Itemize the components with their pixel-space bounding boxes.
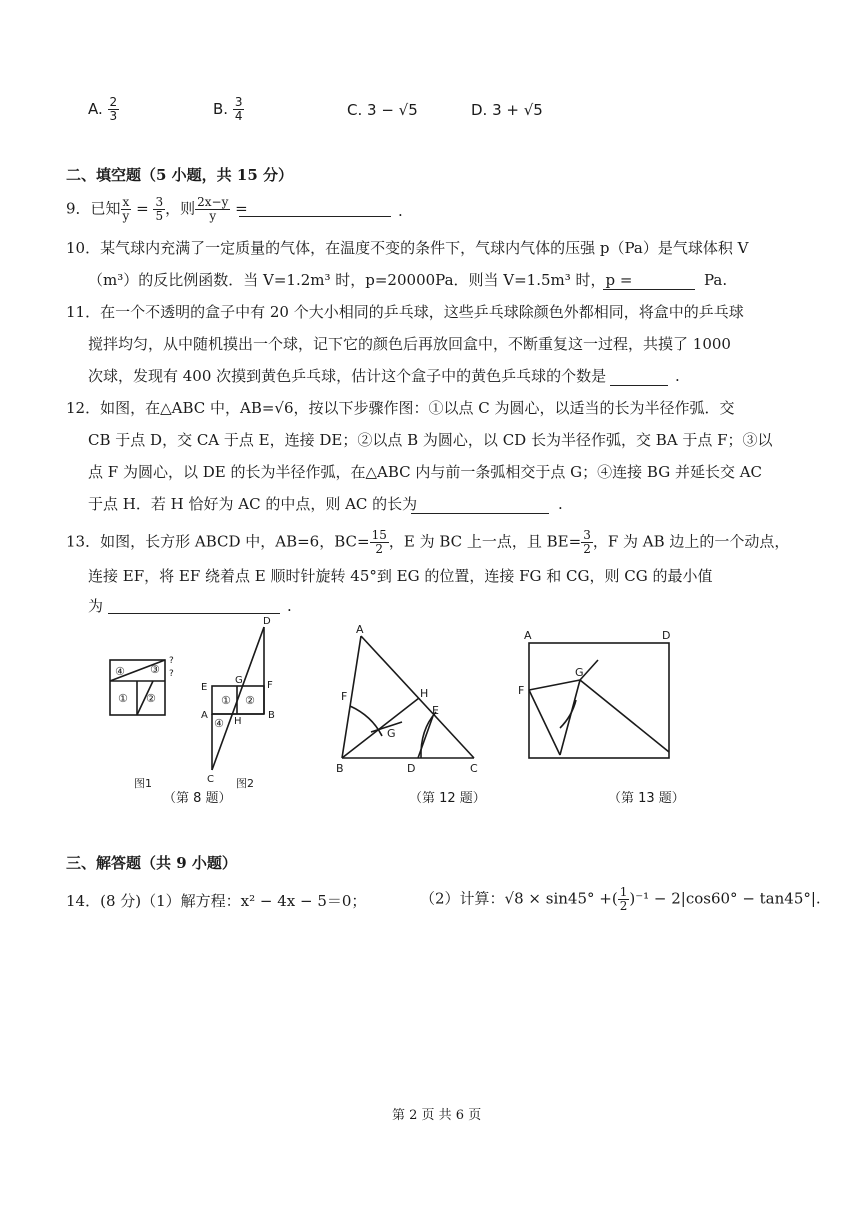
q13-be-num: 3 xyxy=(583,528,591,542)
q12-line2: CB 于点 D，交 CA 于点 E，连接 DE；②以点 B 为圆心，以 CD 长为半径作弧，交 BA 于点 F；③以 xyxy=(88,431,773,449)
fig13-rect xyxy=(529,643,669,758)
fig8-side-den: ? xyxy=(169,669,174,679)
fig13-abcd xyxy=(529,643,669,758)
fig8-label-c1b: ① xyxy=(221,694,231,707)
q11-line1: 11．在一个不透明的盒子中有 20 个大小相同的乒乓球，这些乒乓球除颜色外都相同，将盒中的乒乓球 xyxy=(66,303,744,321)
option-a-den: 3 xyxy=(109,109,118,123)
fig12-side-ca xyxy=(361,636,474,758)
q13-part1: 13．如图，长方形 ABCD 中，AB=6，BC= xyxy=(66,532,370,551)
fig12-pt-e: E xyxy=(432,704,439,717)
fig8-label-c2a: ② xyxy=(146,692,156,705)
q9-frac2-den: 5 xyxy=(155,209,164,223)
q14-part2-post: ⁻¹ − 2|cos60° − tan45°|. xyxy=(635,889,821,908)
fig12-pt-g: G xyxy=(387,727,396,740)
fig12-pt-f: F xyxy=(341,690,348,703)
q13-bc-num: 15 xyxy=(371,528,387,542)
q9-prefix: 9．已知 xyxy=(66,199,121,218)
option-b-num: 3 xyxy=(234,95,243,109)
q13-line2: 连接 EF，将 EF 绕着点 E 顺时针旋转 45°到 EG 的位置，连接 FG 和 CG，则 CG 的最小值 xyxy=(88,567,713,585)
q9-frac3-den: y xyxy=(209,209,217,223)
q13-end: . xyxy=(287,597,292,615)
fig13-pt-d: D xyxy=(662,629,671,642)
fig13-pt-f: F xyxy=(518,684,525,697)
q13-part3: ，F 为 AB 边上的一个动点， xyxy=(592,532,790,551)
fig13-fg xyxy=(529,680,580,690)
fig8-pt-f: F xyxy=(267,680,273,691)
q9-frac2-num: 3 xyxy=(155,195,164,209)
fig13-pt-a: A xyxy=(524,629,532,642)
fig12-pt-d: D xyxy=(407,762,416,775)
fig8-label-c4a: ④ xyxy=(115,665,125,678)
fig12-arc-c xyxy=(421,712,436,758)
q9-then: ，则 xyxy=(165,199,196,218)
q10-line1: 10．某气球内充满了一定质量的气体，在温度不变的条件下，气球内气体的压强 p（Pa）是气球体积 V xyxy=(66,239,749,257)
option-d: D. 3 + √5 xyxy=(471,101,543,119)
q14-half-num: 1 xyxy=(619,885,628,899)
option-a-num: 2 xyxy=(109,95,118,109)
q9-end: . xyxy=(398,202,403,220)
fig8-pt-g: G xyxy=(235,675,243,686)
fig13-eg xyxy=(560,680,580,755)
fig8-pt-e: E xyxy=(201,682,208,693)
fig8-pt-h: H xyxy=(234,716,242,727)
fig13-caption: （第 13 题） xyxy=(608,791,685,806)
q12-end: . xyxy=(558,495,563,513)
q10-unit: Pa. xyxy=(704,271,728,289)
q9-frac3-num: 2x−y xyxy=(197,195,229,209)
fig8-lbl-fig1: 图1 xyxy=(134,777,152,790)
q14-half-frac xyxy=(618,886,630,913)
q12-line1: 12．如图，在△ABC 中，AB=√6，按以下步骤作图：①以点 C 为圆心，以适当的长为半径作弧．交 xyxy=(66,399,735,417)
q14-part1: 14．(8 分)（1）解方程：x² − 4x − 5＝0； xyxy=(66,892,367,910)
fig8-pt-d: D xyxy=(263,616,271,627)
option-c: C. 3 − √5 xyxy=(347,101,418,119)
fig8-pt-c: C xyxy=(207,774,214,785)
fig12-pt-h: H xyxy=(420,687,429,700)
q10-line2: （m³）的反比例函数．当 V=1.2m³ 时，p=20000Pa．则当 V=1.5m³ 时，p = xyxy=(88,271,633,289)
fig8-pt-b: B xyxy=(268,710,275,721)
fig13-pt-g: G xyxy=(575,666,584,679)
fig12-pt-c: C xyxy=(470,762,478,775)
fig12-pt-b: B xyxy=(336,762,344,775)
q13-line3: 为 xyxy=(88,597,104,615)
q13-be-den: 2 xyxy=(583,542,591,556)
fig8-side-num: ? xyxy=(169,656,174,666)
fig12-caption: （第 12 题） xyxy=(409,791,486,806)
fig13-fe xyxy=(529,690,560,755)
section2-title: 二、填空题（5 小题，共 15 分） xyxy=(66,166,293,184)
fig8-label-c1a: ① xyxy=(118,692,128,705)
fig12-triangle xyxy=(342,636,474,758)
page-footer: 第 2 页 共 6 页 xyxy=(392,1108,482,1123)
option-b-letter: B. xyxy=(213,100,229,118)
fig8-label-c3: ③ xyxy=(150,663,160,676)
option-a-letter: A. xyxy=(88,100,103,118)
fig8-pt-a: A xyxy=(201,710,208,721)
q9-frac1-den: y xyxy=(122,209,130,223)
fig8-fig2 xyxy=(212,627,264,770)
q11-end: . xyxy=(675,367,680,385)
fig13-gc xyxy=(580,680,669,752)
section3-title: 三、解答题（共 9 小题） xyxy=(66,854,237,872)
q14-part2-pre: （2）计算：√8 × sin45° + xyxy=(420,889,612,908)
q9-frac1-num: x xyxy=(122,195,130,209)
fig8-lbl-fig2: 图2 xyxy=(236,777,254,790)
q12-line3: 点 F 为圆心，以 DE 的长为半径作弧，在△ABC 内与前一条弧相交于点 G；④连接 BG 并延长交 AC xyxy=(88,463,763,481)
q13-part2: ，E 为 BC 上一点，且 BE= xyxy=(388,532,582,551)
fig8-caption: （第 8 题） xyxy=(163,791,232,806)
fig8-label-c2b: ② xyxy=(245,694,255,707)
q14-part2: （2）计算：√8 × sin45° +( $\frac{1}{2}$ )⁻¹ − 2|cos60° − tan45°|. xyxy=(420,885,821,913)
option-b-den: 4 xyxy=(234,109,243,123)
fig12-pt-a: A xyxy=(356,623,364,636)
q13-bc-den: 2 xyxy=(375,542,384,556)
q11-line2: 搅拌均匀，从中随机摸出一个球，记下它的颜色后再放回盒中，不断重复这一过程，共摸了 1000 xyxy=(88,335,731,353)
fig8-label-c4b: ④ xyxy=(214,717,224,730)
fig8-fig2-long-diag xyxy=(212,627,264,770)
q9-eq2: = xyxy=(235,199,248,218)
q11-line3: 次球，发现有 400 次摸到黄色乒乓球，估计这个盒子中的黄色乒乓球的个数是 xyxy=(88,367,607,385)
q14-half-den: 2 xyxy=(619,899,628,913)
q12-line4: 于点 H．若 H 恰好为 AC 的中点，则 AC 的长为 xyxy=(88,495,418,513)
q9-eq: = xyxy=(136,199,149,218)
